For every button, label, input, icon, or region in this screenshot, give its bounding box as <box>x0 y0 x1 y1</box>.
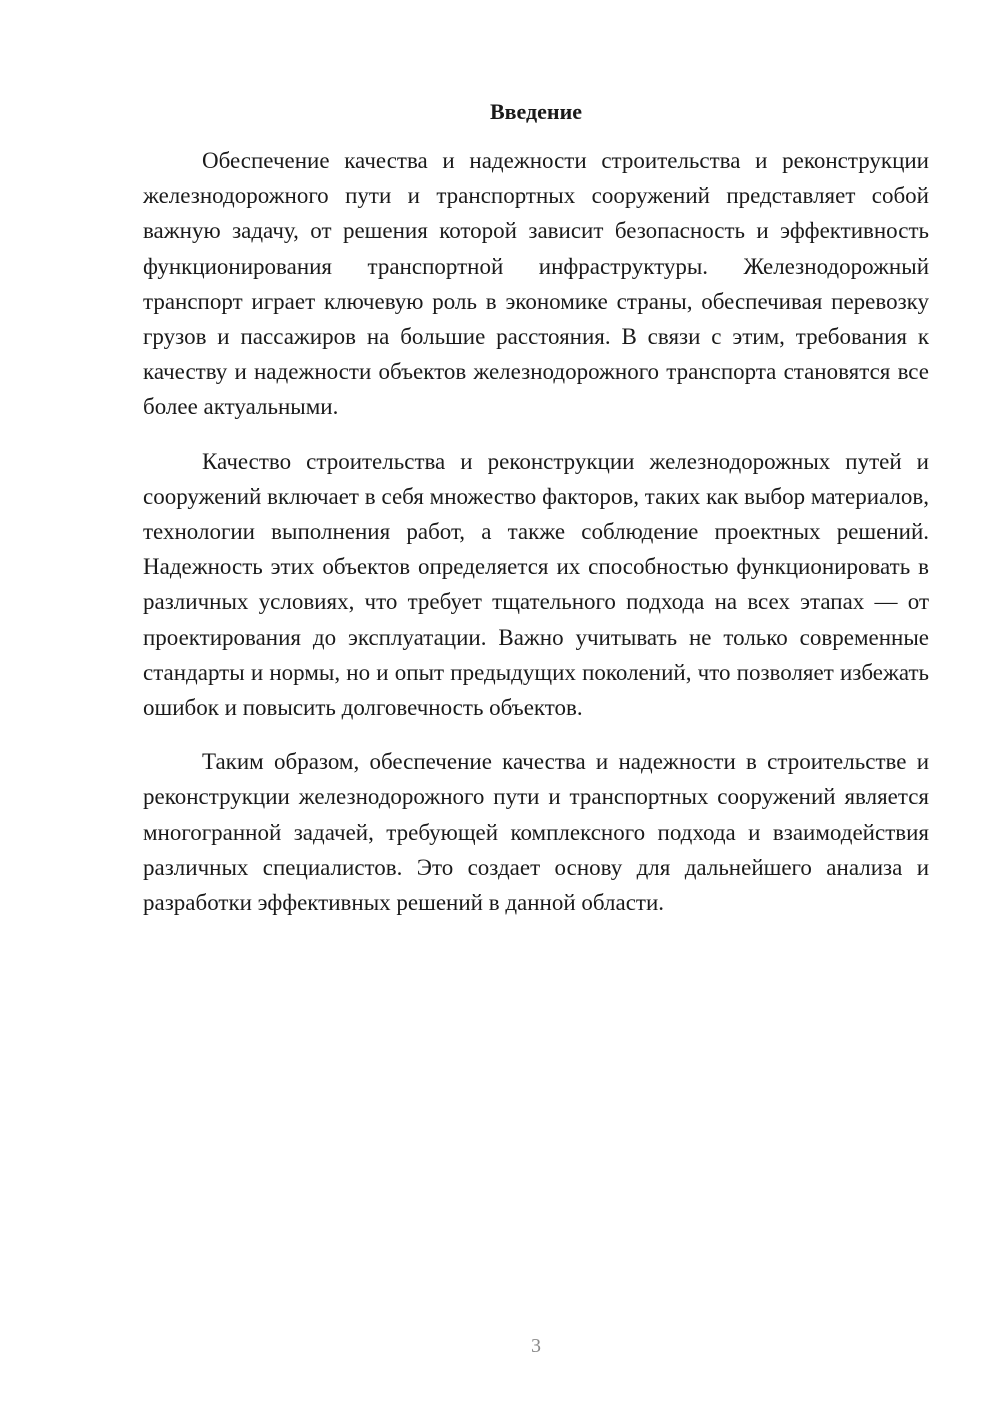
paragraph-2: Качество строительства и реконструкции железнодорожных путей и сооружений включает в себя множество факторов, таких как выбор материалов, технологии выполнения работ, а также соблюдение проектных решений. Надежность этих объектов определяется их способностью функционировать в различных условиях, что требует тщательного подхода на всех этапах — от проектирования до эксплуатации. Важно учитывать не только современные стандарты и нормы, но и опыт предыдущих поколений, что позволяет избежать ошибок и повысить долговечность объектов. <box>143 448 929 721</box>
paragraph-3: Таким образом, обеспечение качества и надежности в строительстве и реконструкции железнодорожного пути и транспортных сооружений является многогранной задачей, требующей комплексного подхода и взаимодействия различных специалистов. Это создает основу для дальнейшего анализа и разработки эффективных решений в данной области. <box>143 749 929 916</box>
body-text <box>143 143 929 920</box>
paragraph-1: Обеспечение качества и надежности строительства и реконструкции железнодорожного пути и транспортных сооружений представляет собой важную задачу, от решения которой зависит безопасность и эффективность функционирования транспортной инфраструктуры. Железнодорожный транспорт играет ключевую роль в экономике страны, обеспечивая перевозку грузов и пассажиров на большие расстояния. В связи с этим, требования к качеству и надежности объектов железнодорожного транспорта становятся все более актуальными. <box>143 148 929 420</box>
page-number: 3 <box>531 1335 541 1357</box>
page-title: Введение <box>489 99 583 124</box>
